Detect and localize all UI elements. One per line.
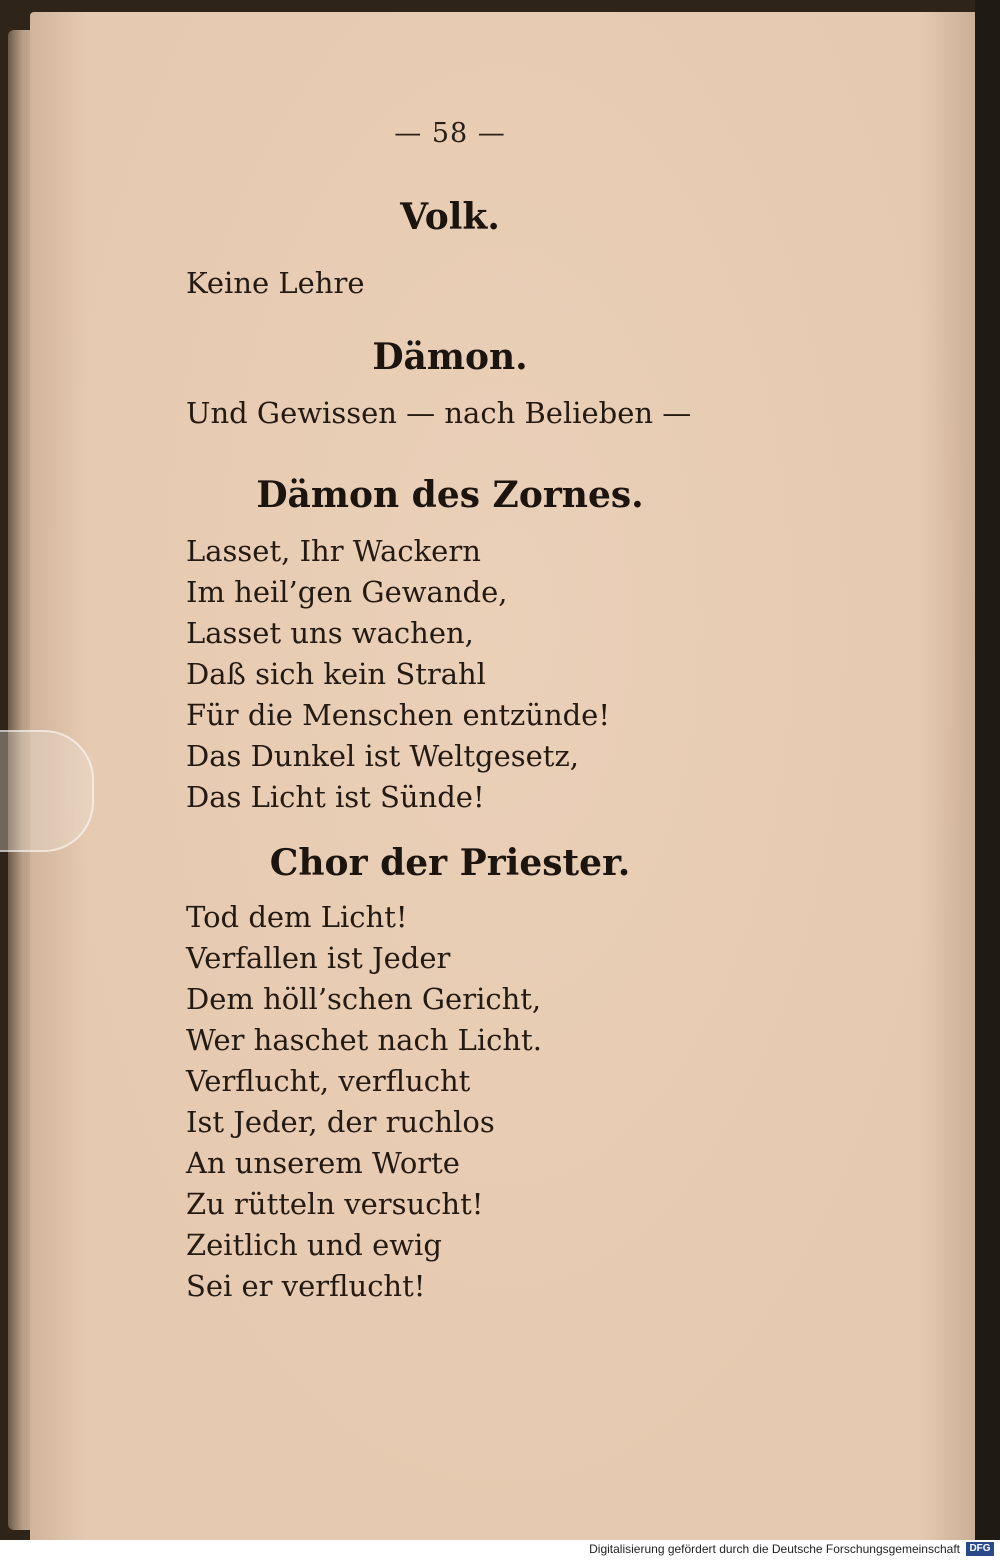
heading-daemon: Dämon. [372, 336, 528, 378]
heading-chor-der-priester: Chor der Priester. [269, 842, 631, 884]
book-page [30, 12, 978, 1547]
text-line: Und Gewissen — nach Belieben — [186, 396, 692, 430]
heading-volk: Volk. [400, 196, 500, 238]
heading-daemon-des-zornes: Dämon des Zornes. [256, 474, 644, 516]
dfg-logo: DFG [966, 1542, 994, 1556]
verse-line: Tod dem Licht! [186, 900, 408, 934]
verse-line: Verfallen ist Jeder [186, 941, 451, 975]
footer-bar [0, 1540, 1000, 1560]
footer-credit: Digitalisierung gefördert durch die Deutsche Forschungsgemeinschaft [589, 1542, 960, 1556]
verse-line: Lasset uns wachen, [186, 616, 474, 650]
text-line: Keine Lehre [186, 266, 365, 300]
verse-line: Für die Menschen entzünde! [186, 698, 610, 732]
verse-line: An unserem Worte [186, 1146, 460, 1180]
verse-line: Ist Jeder, der ruchlos [186, 1105, 495, 1139]
verse-line: Das Licht ist Sünde! [186, 780, 485, 814]
page-clip [0, 730, 94, 852]
verse-line: Wer haschet nach Licht. [186, 1023, 542, 1057]
page-number: — 58 — [394, 118, 506, 149]
verse-line: Dem höll’schen Gericht, [186, 982, 542, 1016]
verse-line: Zeitlich und ewig [186, 1228, 442, 1262]
verse-line: Daß sich kein Strahl [186, 657, 486, 691]
verse-line: Verflucht, verflucht [186, 1064, 471, 1098]
verse-line: Zu rütteln versucht! [186, 1187, 484, 1221]
verse-line: Sei er verflucht! [186, 1269, 426, 1303]
scanner-border [975, 0, 1000, 1540]
verse-line: Das Dunkel ist Weltgesetz, [186, 739, 579, 773]
verse-line: Lasset, Ihr Wackern [186, 534, 481, 568]
verse-line: Im heil’gen Gewande, [186, 575, 508, 609]
